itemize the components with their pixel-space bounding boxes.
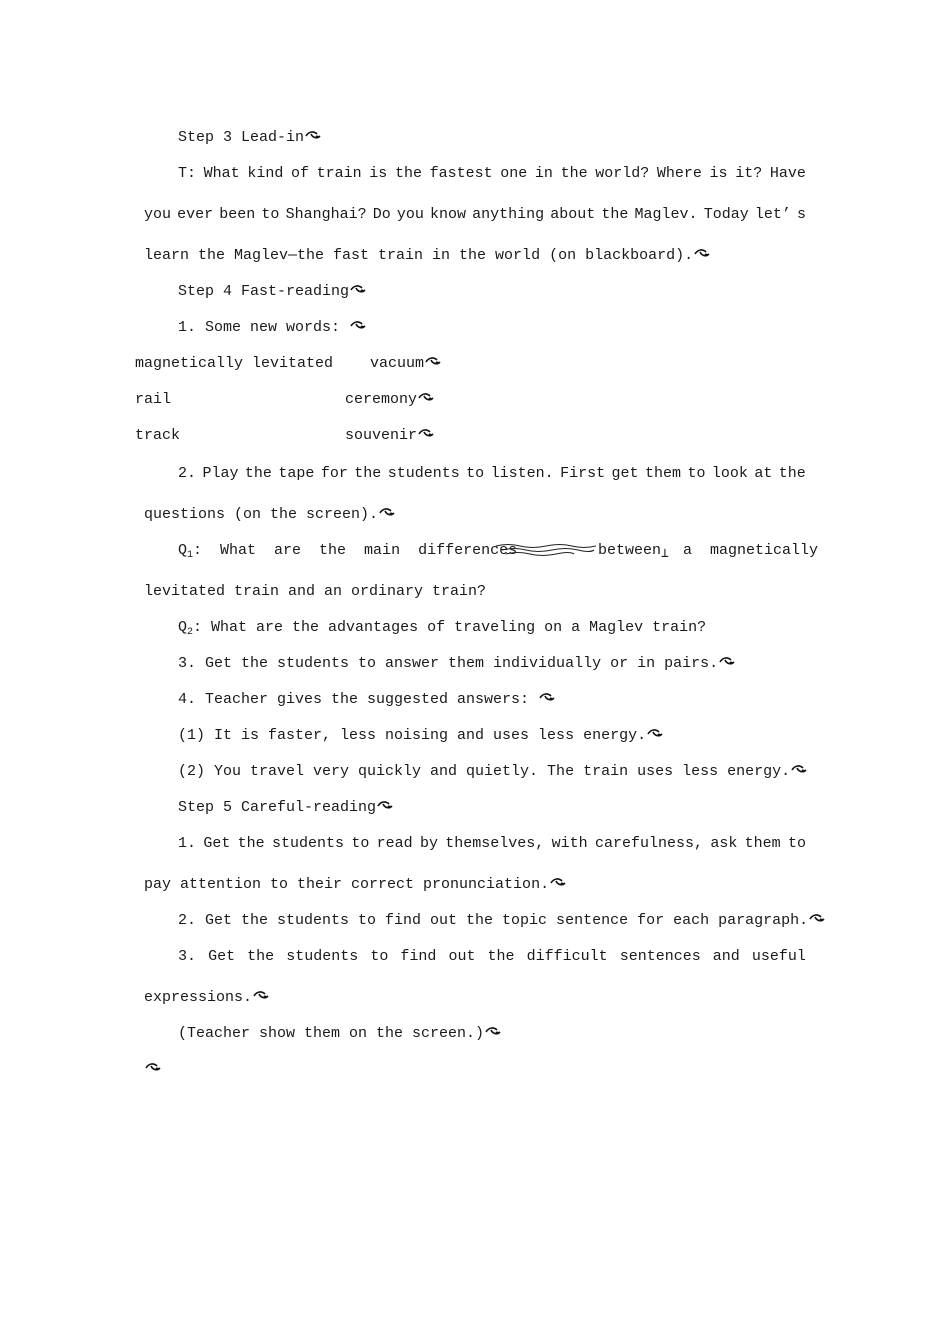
step3-paragraph-line3: learn the Maglev—the fast train in the world (on blackboard). — [144, 246, 710, 266]
paragraph-mark-icon — [377, 800, 393, 812]
paragraph-mark-icon — [485, 1026, 501, 1038]
vocab-term: magnetically levitated — [135, 355, 334, 372]
step3-heading: Step 3 Lead-in — [178, 128, 321, 148]
step5-item3-line1: 3. Get the students to find out the difficult sentences and useful — [178, 948, 806, 965]
step4-item1: 1. Some new words: — [178, 318, 366, 338]
paragraph-mark-icon — [550, 877, 566, 889]
step4-item2-line2: questions (on the screen). — [144, 505, 395, 525]
paragraph-mark-icon — [791, 764, 807, 776]
paragraph-mark-icon — [145, 1062, 161, 1074]
vocab-term: track — [135, 427, 181, 444]
paragraph-mark-icon — [418, 428, 434, 440]
step5-item1-line1: 1. Get the students to read by themselves, with carefulness, ask them to — [178, 835, 806, 852]
step4-heading: Step 4 Fast-reading — [178, 282, 366, 302]
vocab-term: ceremony — [345, 390, 434, 410]
question-1-line2: levitated train and an ordinary train? — [144, 583, 487, 600]
paragraph-mark-icon — [647, 728, 663, 740]
step5-item1-line2: pay attention to their correct pronunciation. — [144, 875, 566, 895]
paragraph-mark-icon — [253, 990, 269, 1002]
step3-paragraph-line2: you ever been to Shanghai? Do you know anything about the Maglev. Today let’ s — [144, 206, 806, 223]
question-1-tail: a magnetically — [683, 542, 819, 559]
paragraph-mark-icon — [379, 507, 395, 519]
question-2: $Q_2$: What are the advantages of traveling on a Maglev train? — [178, 619, 707, 638]
step4-item2-line1: 2. Play the tape for the students to listen. First get them to look at the — [178, 465, 806, 482]
step4-item4: 4. Teacher gives the suggested answers: — [178, 690, 555, 710]
paragraph-mark-icon — [539, 692, 555, 704]
paragraph-mark-icon — [694, 248, 710, 260]
answer-1: (1) It is faster, less noising and uses less energy. — [178, 726, 663, 746]
empty-paragraph — [144, 1060, 161, 1080]
step3-paragraph-line1: T: What kind of train is the fastest one in the world? Where is it? Have — [178, 165, 806, 182]
paragraph-mark-icon — [350, 284, 366, 296]
insert-mark-icon: ⊥ — [661, 546, 669, 561]
step5-note: (Teacher show them on the screen.) — [178, 1024, 501, 1044]
paragraph-mark-icon — [305, 130, 321, 142]
step5-item2: 2. Get the students to find out the topic sentence for each paragraph. — [178, 911, 825, 931]
answer-2: (2) You travel very quickly and quietly. The train uses less energy. — [178, 762, 807, 782]
paragraph-mark-icon — [425, 356, 441, 368]
step4-item3: 3. Get the students to answer them individually or in pairs. — [178, 654, 735, 674]
vocab-term: rail — [135, 391, 172, 408]
vocab-term: vacuum — [370, 354, 441, 374]
question-1: $Q_1$: What are the main differences — [178, 542, 518, 561]
paragraph-mark-icon — [809, 913, 825, 925]
paragraph-mark-icon — [719, 656, 735, 668]
step5-heading: Step 5 Careful-reading — [178, 798, 393, 818]
question-1-between: between⊥ — [598, 542, 669, 561]
step5-item3-line2: expressions. — [144, 988, 269, 1008]
vocab-term: souvenir — [345, 426, 434, 446]
paragraph-mark-icon — [350, 320, 366, 332]
wavy-mark-icon — [494, 543, 598, 557]
paragraph-mark-icon — [418, 392, 434, 404]
